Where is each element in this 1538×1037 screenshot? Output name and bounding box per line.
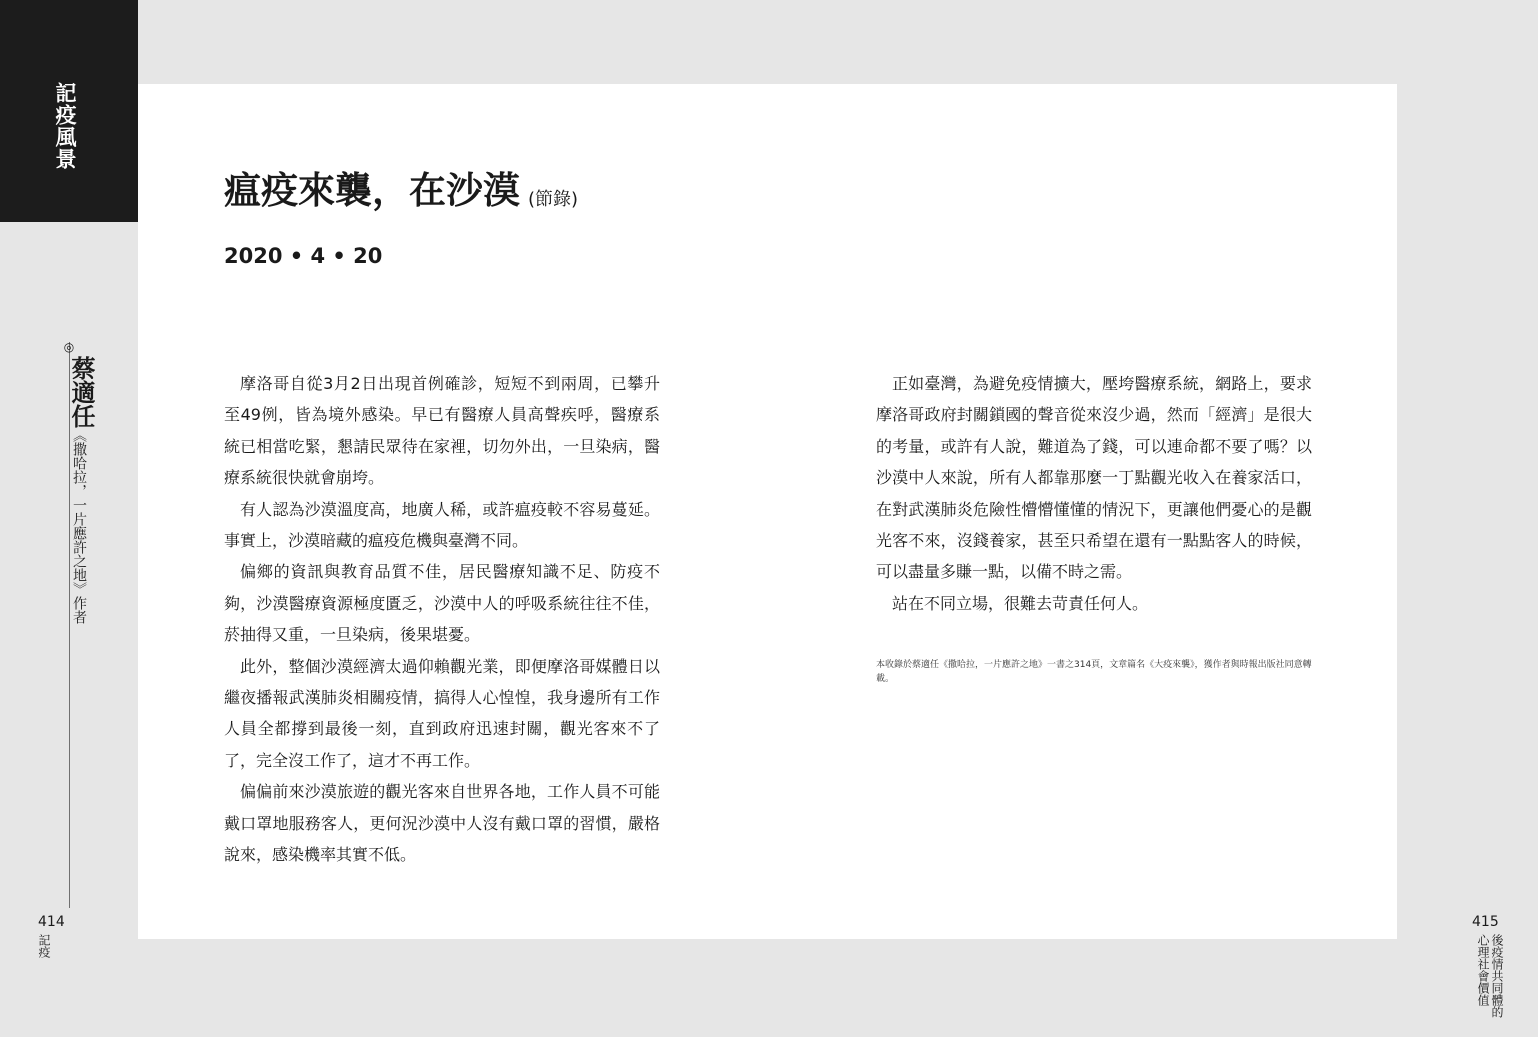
paragraph: 偏鄉的資訊與教育品質不佳，居民醫療知識不足、防疫不夠，沙漠醫療資源極度匱乏，沙漠中人的呼吸系統往往不佳，菸抽得又重，一旦染病，後果堪憂。: [224, 562, 660, 645]
page-number-right: 415: [1472, 914, 1499, 930]
page-label-left: 記疫: [37, 934, 51, 958]
author-name: 蔡適任: [67, 356, 96, 428]
paragraph: 此外，整個沙漠經濟太過仰賴觀光業，即便摩洛哥媒體日以繼夜播報武漢肺炎相關疫情，搞得人心惶惶，我身邊所有工作人員全都撐到最後一刻，直到政府迅速封關，觀光客來不了了，完全沒工作了，這才不再工作。: [224, 656, 660, 770]
article-title: [224, 169, 579, 212]
article-footnote: 本收錄於蔡適任《撒哈拉，一片應許之地》一書之314頁，文章篇名《大疫來襲》，獲作者與時報出版社同意轉載。: [876, 660, 1312, 684]
article-title-note: (節錄): [528, 189, 579, 210]
paragraph: 有人認為沙漠溫度高，地廣人稀，或許瘟疫較不容易蔓延。事實上，沙漠暗藏的瘟疫危機與臺灣不同。: [224, 499, 660, 551]
section-tab-label: 記疫風景: [53, 82, 77, 170]
article-date: 2020 • 4 • 20: [224, 244, 383, 268]
article-column-left: [224, 368, 660, 871]
paragraph: 正如臺灣，為避免疫情擴大，壓垮醫療系統，網路上，要求摩洛哥政府封關鎖國的聲音從來沒少過，然而「經濟」是很大的考量，或許有人說，難道為了錢，可以連命都不要了嗎？以沙漠中人來說，所有人都靠那麼一丁點觀光收入在養家活口，在對武漢肺炎危險性懵懵懂懂的情況下，更讓他們憂心的是觀光客不來，沒錢養家，甚至只希望在還有一點點客人的時候，可以盡量多賺一點，以備不時之需。: [876, 374, 1312, 582]
paragraph: 摩洛哥自從3月2日出現首例確診，短短不到兩周，已攀升至49例，皆為境外感染。早已有醫療人員高聲疾呼，醫療系統已相當吃緊，懇請民眾待在家裡，切勿外出，一旦染病，醫療系統很快就會崩垮。: [224, 374, 660, 488]
paragraph: 偏偏前來沙漠旅遊的觀光客來自世界各地，工作人員不可能戴口罩地服務客人，更何況沙漠中人沒有戴口罩的習慣，嚴格說來，感染機率其實不低。: [224, 782, 660, 865]
paragraph: 站在不同立場，很難去苛責任何人。: [892, 593, 1149, 613]
section-tab: [0, 0, 138, 222]
author-role: 《撒哈拉，一片應許之地》作者: [71, 428, 87, 624]
article-card: [138, 84, 1397, 939]
page-number-left: 414: [38, 914, 65, 930]
page-label-right: 後疫情共同體的心理社會價值: [1476, 934, 1504, 1018]
article-title-text: 瘟疫來襲，在沙漠: [224, 169, 520, 212]
article-column-right: [876, 368, 1312, 619]
author-mark: ◎: [63, 340, 75, 354]
